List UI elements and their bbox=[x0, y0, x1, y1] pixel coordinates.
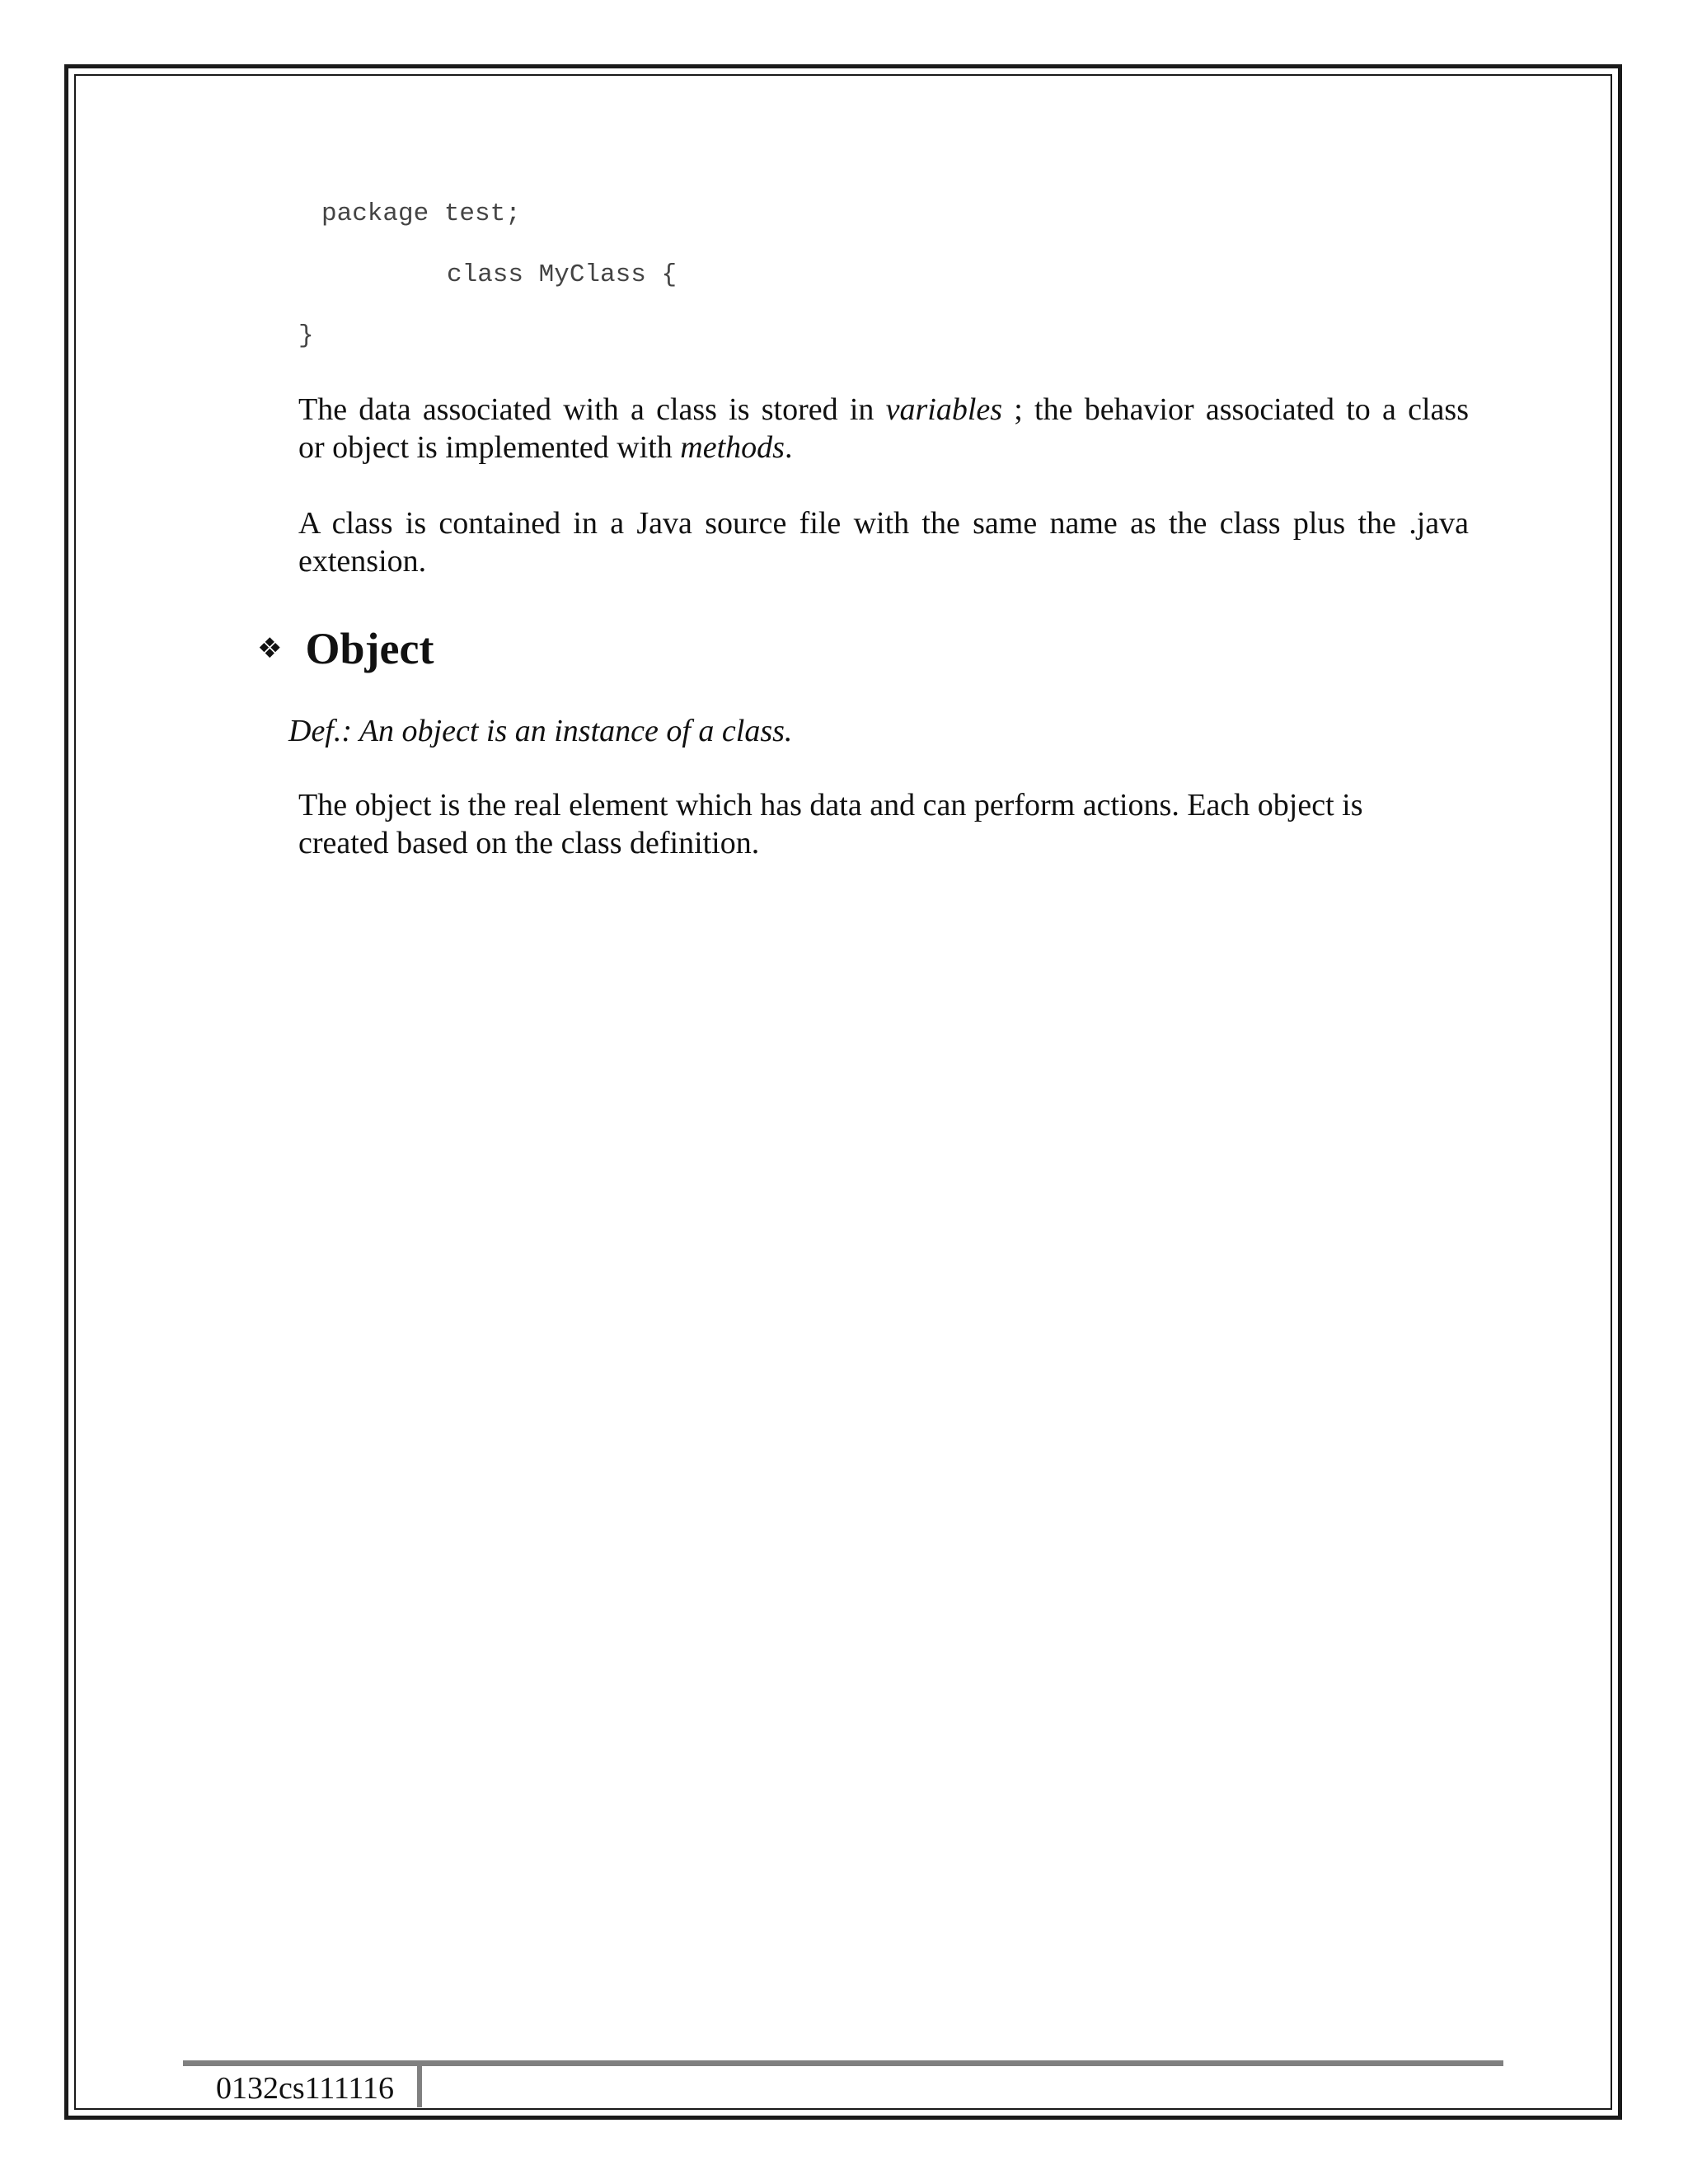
paragraph-line: extension. bbox=[298, 544, 427, 579]
paragraph-class-data bbox=[298, 391, 1469, 466]
term-methods: methods bbox=[680, 430, 785, 465]
text-run: ; the behavior associated to a class bbox=[1002, 392, 1469, 427]
footer-id: 0132cs111116 bbox=[216, 2071, 395, 2106]
section-heading-object bbox=[257, 620, 434, 677]
paragraph-line bbox=[298, 391, 1469, 429]
diamond-bullet-icon: ❖ bbox=[257, 632, 283, 665]
page-border-inner bbox=[74, 74, 1612, 2110]
paragraph-class-file bbox=[298, 504, 1469, 580]
paragraph-line bbox=[298, 429, 1469, 466]
code-line-package: package test; bbox=[321, 199, 521, 228]
text-run: The data associated with a class is stored in bbox=[298, 392, 886, 427]
term-variables: variables bbox=[885, 392, 1003, 427]
footer-rule bbox=[183, 2060, 1503, 2066]
code-line-class: class MyClass { bbox=[447, 260, 678, 289]
text-run: . bbox=[784, 430, 793, 465]
paragraph-line: A class is contained in a Java source file with the same name as the class plus the .java bbox=[298, 506, 1469, 541]
footer-separator bbox=[417, 2066, 422, 2107]
paragraph-object bbox=[298, 786, 1469, 862]
text-run: or object is implemented with bbox=[298, 430, 681, 465]
section-title: Object bbox=[305, 624, 434, 673]
object-definition: Def.: An object is an instance of a class. bbox=[288, 714, 793, 748]
paragraph-line: The object is the real element which has data and can perform actions. Each object is bbox=[298, 788, 1363, 823]
paragraph-line: created based on the class definition. bbox=[298, 826, 760, 860]
code-line-close-brace: } bbox=[298, 321, 314, 350]
